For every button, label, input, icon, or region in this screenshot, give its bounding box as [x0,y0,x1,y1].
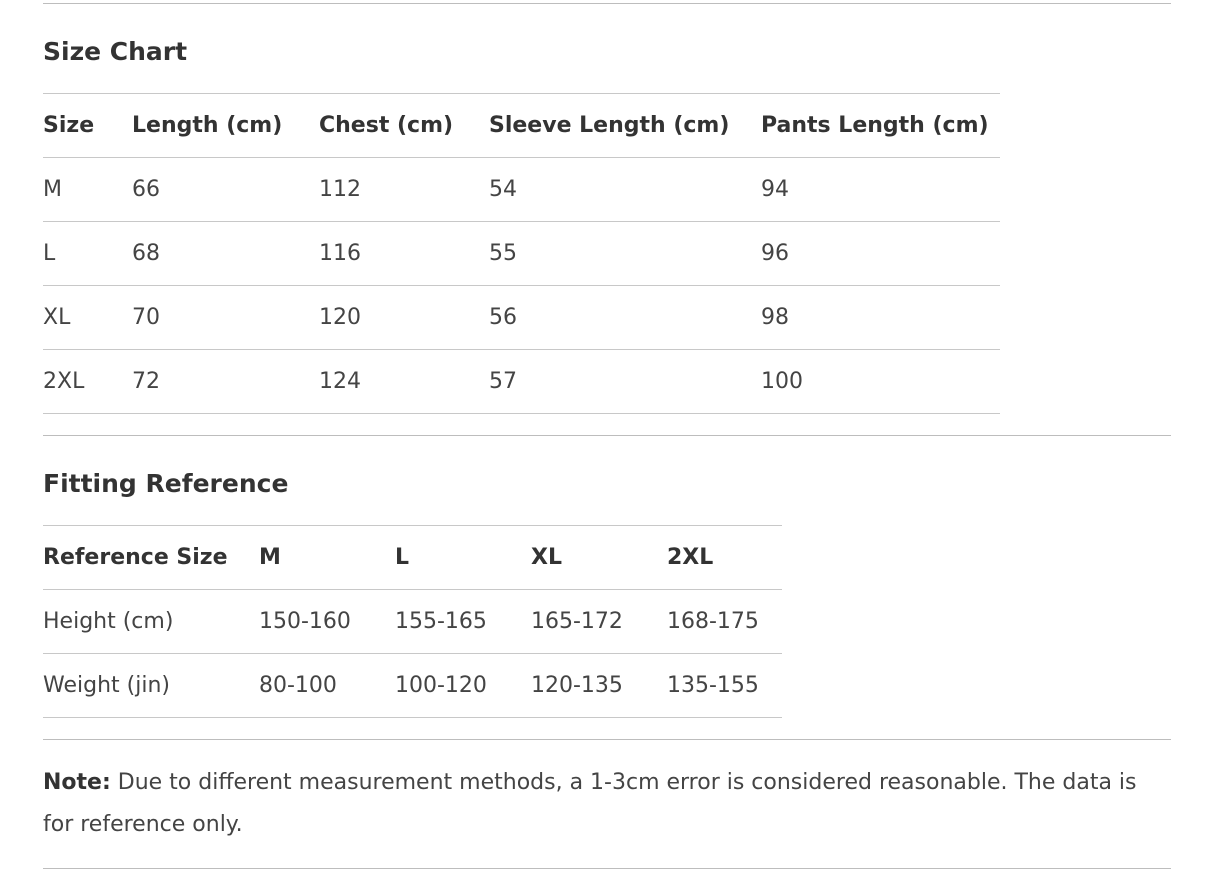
size-chart-title: Size Chart [43,37,188,66]
cell-metric: Height (cm) [43,590,259,654]
cell-size: M [43,158,132,222]
size-info-page [43,0,1171,869]
header-reference-size: Reference Size [43,526,259,590]
header-xl: XL [531,526,667,590]
cell-length: 66 [132,158,319,222]
header-pants-length: Pants Length (cm) [761,94,1000,158]
size-chart-table [43,93,1000,414]
fitting-header-row [43,526,782,590]
header-length: Length (cm) [132,94,319,158]
cell-2xl: 168-175 [667,590,782,654]
cell-l: 155-165 [395,590,531,654]
cell-m: 150-160 [259,590,395,654]
cell-chest: 112 [319,158,489,222]
cell-2xl: 135-155 [667,654,782,718]
header-2xl: 2XL [667,526,782,590]
note-text: Due to different measurement methods, a 1-3cm error is considered reasonable. The data is for reference only. [43,770,1137,837]
cell-length: 70 [132,286,319,350]
cell-length: 68 [132,222,319,286]
header-sleeve-length: Sleeve Length (cm) [489,94,761,158]
table-row [43,158,1000,222]
cell-chest: 120 [319,286,489,350]
table-row [43,222,1000,286]
cell-sleeve-length: 56 [489,286,761,350]
cell-pants-length: 96 [761,222,1000,286]
table-row [43,590,782,654]
header-m: M [259,526,395,590]
cell-pants-length: 98 [761,286,1000,350]
note-paragraph [43,762,1171,846]
note-label: Note: [43,770,111,795]
cell-l: 100-120 [395,654,531,718]
cell-chest: 116 [319,222,489,286]
header-l: L [395,526,531,590]
cell-sleeve-length: 55 [489,222,761,286]
cell-metric: Weight (jin) [43,654,259,718]
cell-sleeve-length: 54 [489,158,761,222]
cell-size: 2XL [43,350,132,414]
cell-sleeve-length: 57 [489,350,761,414]
header-chest: Chest (cm) [319,94,489,158]
size-chart-header-row [43,94,1000,158]
cell-xl: 165-172 [531,590,667,654]
header-size: Size [43,94,132,158]
fitting-reference-table [43,525,782,718]
table-row [43,350,1000,414]
table-row [43,286,1000,350]
cell-size: L [43,222,132,286]
cell-chest: 124 [319,350,489,414]
cell-size: XL [43,286,132,350]
table-row [43,654,782,718]
cell-xl: 120-135 [531,654,667,718]
cell-m: 80-100 [259,654,395,718]
cell-pants-length: 100 [761,350,1000,414]
cell-length: 72 [132,350,319,414]
cell-pants-length: 94 [761,158,1000,222]
divider-top [43,3,1171,4]
fitting-reference-title: Fitting Reference [43,469,289,498]
divider-middle [43,435,1171,436]
divider-lower [43,739,1171,740]
